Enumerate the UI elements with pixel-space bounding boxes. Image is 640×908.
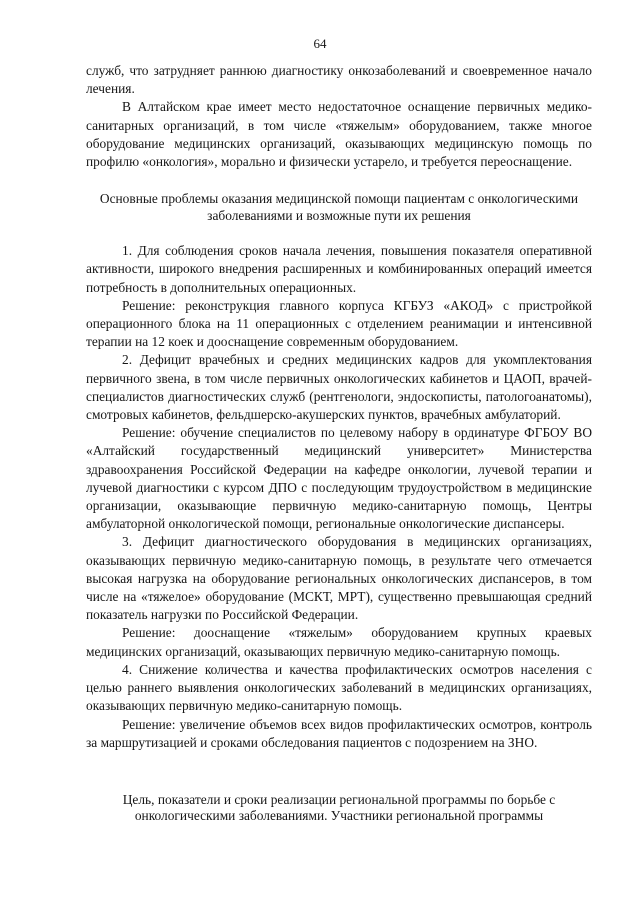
paragraph-equipment: В Алтайском крае имеет место недостаточное оснащение первичных медико-санитарных организаций, в том числе «тяжелым» оборудованием, также многое оборудование медицинских организаций, оказывающих медицинскую помощь по профилю «онкология», морально и физически устарело, и требуется переоснащение. bbox=[86, 99, 592, 170]
page-content bbox=[86, 62, 592, 825]
paragraph-problem-2: 2. Дефицит врачебных и средних медицинских кадров для укомплектования первичного звена, в том числе первичных онкологических кабинетов и ЦАОП, врачей-специалистов диагностических служб (рентгенологи, эндоскописты, патологоанатомы), смотровых кабинетов, фельдшерско-акушерских пунктов, врачебных амбулаторий. bbox=[86, 352, 592, 423]
paragraph-solution-3: Решение: дооснащение «тяжелым» оборудованием крупных краевых медицинских организаций, оказывающих первичную медико-санитарную помощь. bbox=[86, 625, 592, 659]
paragraph-problem-1: 1. Для соблюдения сроков начала лечения, повышения показателя оперативной активности, широкого внедрения расширенных и комбинированных операций имеется потребность в дополнительных операционных. bbox=[86, 243, 592, 295]
paragraph-solution-4: Решение: увеличение объемов всех видов профилактических осмотров, контроль за маршрутизацией и сроками обследования пациентов с подозрением на ЗНО. bbox=[86, 716, 592, 750]
paragraph-solution-2: Решение: обучение специалистов по целевому набору в ординатуре ФГБОУ ВО «Алтайский государственный медицинский университет» Министерства здравоохранения Российской Федерации на кафедре онкологии, лучевой терапии и лучевой диагностики с курсом ДПО с последующим трудоустройством в медицинские организации, оказывающие первичную медико-санитарную помощь, Центры амбулаторной онкологической помощи, региональные онкологические диспансеры. bbox=[86, 425, 592, 532]
page-number: 64 bbox=[313, 36, 327, 51]
paragraph-continuation: служб, что затрудняет раннюю диагностику онкозаболеваний и своевременное начало лечения. bbox=[86, 63, 592, 97]
paragraph-problem-3: 3. Дефицит диагностического оборудования в медицинских организациях, оказывающих первичную медико-санитарную помощь, в результате чего отмечается высокая нагрузка на оборудование региональных онкологических диспансеров, в том числе на «тяжелое» оборудование (МСКТ, МРТ), существенно превышающая средний показатель нагрузки по Российской Федерации. bbox=[86, 534, 592, 623]
paragraph-solution-1: Решение: реконструкция главного корпуса КГБУЗ «АКОД» с пристройкой операционного блока на 11 операционных с отделением реанимации и интенсивной терапии на 12 коек и дооснащение современным оборудованием. bbox=[86, 297, 592, 350]
paragraph-problem-4: 4. Снижение количества и качества профилактических осмотров населения с целью раннего выявления онкологических заболеваний в медицинских организациях, оказывающих первичную медико-санитарную помощь. bbox=[86, 661, 592, 714]
section-heading-goals: Цель, показатели и сроки реализации региональной программы по борьбе с онкологическими заболеваниями. Участники региональной программы bbox=[122, 791, 556, 824]
section-heading-problems: Основные проблемы оказания медицинской помощи пациентам с онкологическими заболеваниями и возможные пути их решения bbox=[99, 191, 579, 223]
